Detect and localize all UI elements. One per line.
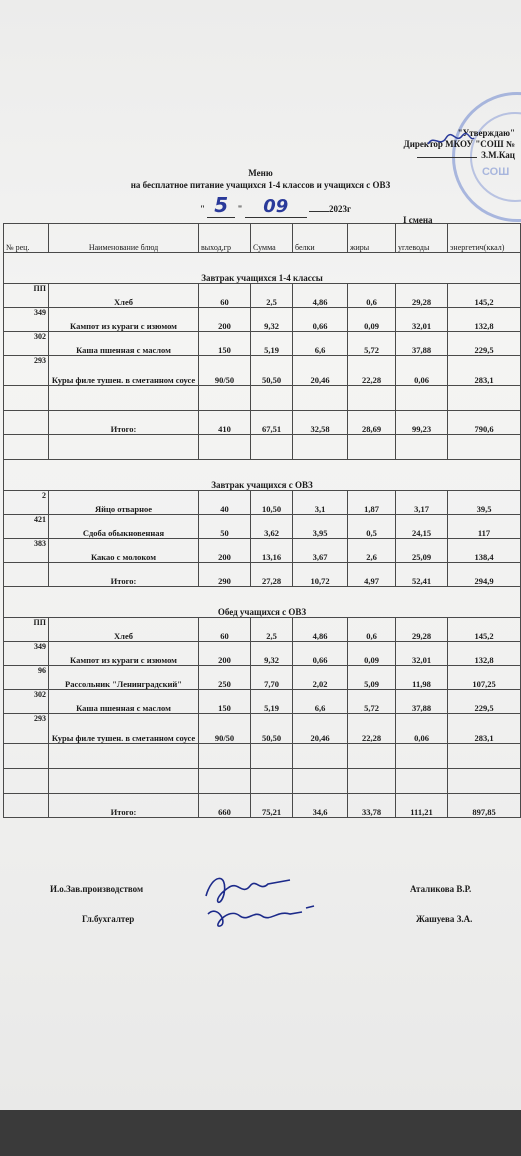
recipe-number-cell (4, 435, 49, 460)
table-row (4, 539, 521, 563)
value-cell: 29,28 (396, 618, 448, 642)
value-cell: 283,1 (448, 356, 521, 386)
menu-title: Меню (248, 168, 273, 178)
value-cell: 22,28 (348, 356, 396, 386)
value-cell: 145,2 (448, 284, 521, 308)
value-cell: 9,32 (251, 308, 293, 332)
date-month: 09 (245, 196, 307, 218)
value-cell (199, 435, 251, 460)
value-cell: 111,21 (396, 794, 448, 818)
value-cell: 10,50 (251, 491, 293, 515)
value-cell: 3,95 (293, 515, 348, 539)
value-cell: 67,51 (251, 411, 293, 435)
recipe-number-cell (4, 411, 49, 435)
value-cell: 5,19 (251, 332, 293, 356)
recipe-number-cell: 293 (4, 714, 49, 744)
value-cell: 229,5 (448, 332, 521, 356)
recipe-number-cell (4, 794, 49, 818)
column-header: белки (293, 224, 348, 253)
column-header: жиры (348, 224, 396, 253)
value-cell: 132,8 (448, 642, 521, 666)
value-cell: 107,25 (448, 666, 521, 690)
value-cell: 20,46 (293, 356, 348, 386)
value-cell: 294,9 (448, 563, 521, 587)
date-day: 5 (207, 193, 235, 218)
value-cell: 50,50 (251, 356, 293, 386)
value-cell: 22,28 (348, 714, 396, 744)
value-cell: 20,46 (293, 714, 348, 744)
value-cell: 32,01 (396, 642, 448, 666)
handwritten-signature-icon (198, 866, 318, 936)
table-row (4, 332, 521, 356)
value-cell: 200 (199, 642, 251, 666)
value-cell: 0,06 (396, 356, 448, 386)
column-header: выход,гр (199, 224, 251, 253)
value-cell: 60 (199, 284, 251, 308)
value-cell: 50,50 (251, 714, 293, 744)
value-cell: 9,32 (251, 642, 293, 666)
value-cell: 117 (448, 515, 521, 539)
value-cell: 2,5 (251, 618, 293, 642)
section-header-row (4, 253, 521, 284)
value-cell: 90/50 (199, 714, 251, 744)
recipe-number-cell (4, 769, 49, 794)
column-header: энергетич(ккал) (448, 224, 521, 253)
value-cell (448, 435, 521, 460)
approval-line-3: З.М.Кац (404, 150, 515, 161)
value-cell: 34,6 (293, 794, 348, 818)
column-header: углеводы (396, 224, 448, 253)
value-cell: 2,02 (293, 666, 348, 690)
value-cell (293, 435, 348, 460)
value-cell (251, 435, 293, 460)
recipe-number-cell: ПП (4, 284, 49, 308)
dish-name-cell (49, 744, 199, 769)
value-cell: 0,09 (348, 642, 396, 666)
dish-name-cell: Сдоба обыкновенная (49, 515, 199, 539)
approval-line-2: Директор МКОУ "СОШ № (403, 139, 515, 149)
value-cell: 150 (199, 690, 251, 714)
table-row (4, 356, 521, 386)
value-cell (251, 769, 293, 794)
value-cell: 60 (199, 618, 251, 642)
value-cell (448, 769, 521, 794)
value-cell (396, 744, 448, 769)
value-cell: 39,5 (448, 491, 521, 515)
dish-name-cell: Итого: (49, 563, 199, 587)
date-quote-open: " (200, 204, 205, 214)
table-row (4, 284, 521, 308)
value-cell: 37,88 (396, 690, 448, 714)
value-cell: 6,6 (293, 332, 348, 356)
value-cell: 132,8 (448, 308, 521, 332)
value-cell: 25,09 (396, 539, 448, 563)
dish-name-cell: Каша пшенная с маслом (49, 332, 199, 356)
value-cell: 4,97 (348, 563, 396, 587)
date-quote-close: " (237, 204, 243, 214)
section-title: Обед учащихся с ОВЗ (4, 587, 521, 618)
dish-name-cell: Каша пшенная с маслом (49, 690, 199, 714)
value-cell: 660 (199, 794, 251, 818)
table-row (4, 386, 521, 411)
value-cell (348, 769, 396, 794)
column-header: Сумма (251, 224, 293, 253)
value-cell (293, 769, 348, 794)
column-header: Наименование блюд (49, 224, 199, 253)
value-cell: 0,6 (348, 618, 396, 642)
approval-line-1: "Утверждаю" (457, 128, 515, 138)
value-cell: 29,28 (396, 284, 448, 308)
recipe-number-cell: 302 (4, 332, 49, 356)
recipe-number-cell: 302 (4, 690, 49, 714)
value-cell: 11,98 (396, 666, 448, 690)
date-year: 2023г (329, 204, 352, 214)
value-cell (348, 386, 396, 411)
value-cell: 200 (199, 539, 251, 563)
value-cell (251, 744, 293, 769)
value-cell: 5,72 (348, 332, 396, 356)
value-cell (348, 435, 396, 460)
table-row (4, 308, 521, 332)
table-row (4, 690, 521, 714)
value-cell: 229,5 (448, 690, 521, 714)
value-cell: 52,41 (396, 563, 448, 587)
section-header-row (4, 460, 521, 491)
signature-role-production: И.о.Зав.производством (50, 884, 144, 894)
dish-name-cell: Хлеб (49, 284, 199, 308)
table-row (4, 794, 521, 818)
dish-name-cell: Куры филе тушен. в сметанном соусе (49, 714, 199, 744)
value-cell: 897,85 (448, 794, 521, 818)
value-cell: 13,16 (251, 539, 293, 563)
recipe-number-cell: 421 (4, 515, 49, 539)
value-cell: 3,17 (396, 491, 448, 515)
dish-name-cell: Кампот из кураги с изюмом (49, 308, 199, 332)
value-cell: 3,62 (251, 515, 293, 539)
dish-name-cell: Итого: (49, 411, 199, 435)
seal-text: СОШ (482, 166, 510, 178)
dish-name-cell: Итого: (49, 794, 199, 818)
value-cell: 10,72 (293, 563, 348, 587)
recipe-number-cell (4, 563, 49, 587)
menu-date (200, 193, 351, 218)
value-cell: 4,86 (293, 284, 348, 308)
value-cell: 0,5 (348, 515, 396, 539)
table-row (4, 491, 521, 515)
value-cell (396, 769, 448, 794)
value-cell: 32,01 (396, 308, 448, 332)
director-signature-icon (426, 130, 476, 150)
dish-name-cell: Яйцо отварное (49, 491, 199, 515)
value-cell (293, 744, 348, 769)
dish-name-cell: Рассольник "Ленинградский" (49, 666, 199, 690)
value-cell: 75,21 (251, 794, 293, 818)
recipe-number-cell (4, 744, 49, 769)
value-cell: 6,6 (293, 690, 348, 714)
recipe-number-cell: 96 (4, 666, 49, 690)
value-cell: 50 (199, 515, 251, 539)
value-cell: 0,09 (348, 308, 396, 332)
value-cell: 145,2 (448, 618, 521, 642)
table-row (4, 435, 521, 460)
value-cell: 283,1 (448, 714, 521, 744)
table-row (4, 411, 521, 435)
dish-name-cell: Какао с молоком (49, 539, 199, 563)
value-cell: 5,09 (348, 666, 396, 690)
value-cell (396, 435, 448, 460)
table-row (4, 515, 521, 539)
value-cell: 4,86 (293, 618, 348, 642)
menu-table (3, 223, 521, 818)
value-cell: 28,69 (348, 411, 396, 435)
value-cell: 0,06 (396, 714, 448, 744)
dish-name-cell (49, 435, 199, 460)
recipe-number-cell: 383 (4, 539, 49, 563)
table-row (4, 563, 521, 587)
value-cell: 27,28 (251, 563, 293, 587)
value-cell (199, 769, 251, 794)
shift-label: I смена (403, 215, 433, 225)
value-cell: 90/50 (199, 356, 251, 386)
value-cell: 32,58 (293, 411, 348, 435)
value-cell: 3,67 (293, 539, 348, 563)
value-cell: 138,4 (448, 539, 521, 563)
value-cell: 5,19 (251, 690, 293, 714)
table-row (4, 642, 521, 666)
menu-subtitle: на бесплатное питание учащихся 1-4 классов и учащихся с ОВЗ (130, 180, 391, 190)
recipe-number-cell: 293 (4, 356, 49, 386)
recipe-number-cell: 349 (4, 642, 49, 666)
value-cell: 37,88 (396, 332, 448, 356)
table-row (4, 666, 521, 690)
recipe-number-cell: 2 (4, 491, 49, 515)
section-title: Завтрак учащихся 1-4 классы (4, 253, 521, 284)
value-cell: 5,72 (348, 690, 396, 714)
value-cell: 410 (199, 411, 251, 435)
table-row (4, 769, 521, 794)
value-cell (199, 744, 251, 769)
value-cell: 24,15 (396, 515, 448, 539)
table-row (4, 618, 521, 642)
value-cell: 2,6 (348, 539, 396, 563)
value-cell: 7,70 (251, 666, 293, 690)
value-cell: 3,1 (293, 491, 348, 515)
value-cell: 200 (199, 308, 251, 332)
value-cell: 0,66 (293, 642, 348, 666)
signature-name-production: Аталикова В.Р. (410, 884, 472, 894)
table-row (4, 744, 521, 769)
dish-name-cell (49, 769, 199, 794)
signature-name-accountant: Жашуева З.А. (416, 914, 473, 924)
value-cell (448, 744, 521, 769)
recipe-number-cell: ПП (4, 618, 49, 642)
signature-role-accountant: Гл.бухгалтер (82, 914, 135, 924)
value-cell (293, 386, 348, 411)
value-cell: 1,87 (348, 491, 396, 515)
dish-name-cell: Кампот из кураги с изюмом (49, 642, 199, 666)
value-cell (396, 386, 448, 411)
dish-name-cell: Куры филе тушен. в сметанном соусе (49, 356, 199, 386)
value-cell: 250 (199, 666, 251, 690)
value-cell: 99,23 (396, 411, 448, 435)
value-cell: 2,5 (251, 284, 293, 308)
value-cell: 33,78 (348, 794, 396, 818)
recipe-number-cell: 349 (4, 308, 49, 332)
value-cell: 40 (199, 491, 251, 515)
value-cell (448, 386, 521, 411)
value-cell (251, 386, 293, 411)
dish-name-cell (49, 386, 199, 411)
value-cell: 0,66 (293, 308, 348, 332)
value-cell: 0,6 (348, 284, 396, 308)
value-cell: 290 (199, 563, 251, 587)
table-header-row (4, 224, 521, 253)
section-header-row (4, 587, 521, 618)
recipe-number-cell (4, 386, 49, 411)
dish-name-cell: Хлеб (49, 618, 199, 642)
value-cell (348, 744, 396, 769)
column-header: № рец. (4, 224, 49, 253)
section-title: Завтрак учащихся с ОВЗ (4, 460, 521, 491)
table-row (4, 714, 521, 744)
value-cell: 150 (199, 332, 251, 356)
photo-bottom-margin (0, 1110, 521, 1156)
value-cell: 790,6 (448, 411, 521, 435)
value-cell (199, 386, 251, 411)
